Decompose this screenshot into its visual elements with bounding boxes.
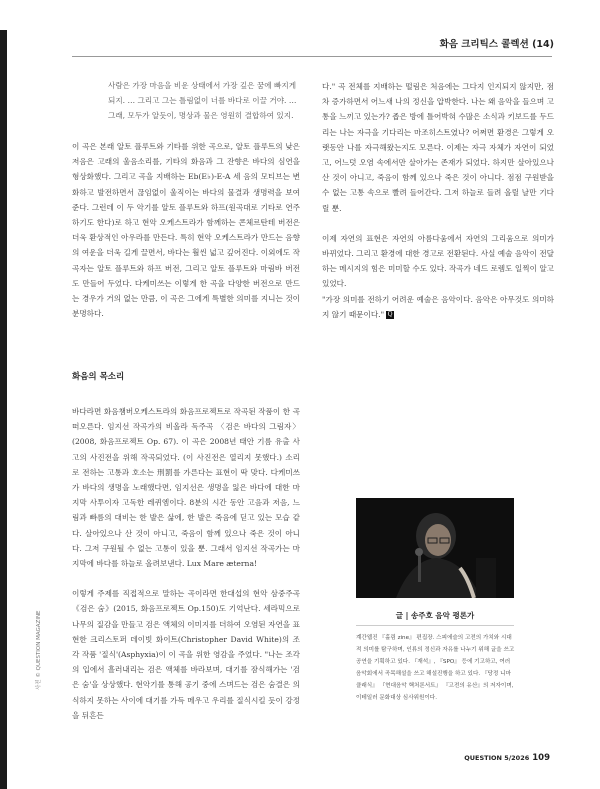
- body-paragraph: 이 곡은 본래 알토 플루트와 기타를 위한 곡으로, 알토 플루트의 낮은 저음은 고래의 울음소리를, 기타의 화음과 그 잔향은 바다의 심연을 형상화했다. 그리고 곡을 지배하는 Eb(E♭)-E-A 세 음의 모티브는 변화하고 발전하면서 끊임없이 울직이는 바다의 물결과 생명력을 보여준다. 그런데 이 두 악기를 알토 플루트와 하프(원곡대로 기타로 연주하기도 한다)로 하고 현악 오케스트라가 함께하는 콘체르탄테 버전은 더욱 환상적인 아우라를 만든다. 특히 현악 오케스트라가 만드는 음향의 여운을 더욱 길게 끌면서, 바다는 훨씬 넓고 깊어진다. 이외에도 작곡자는 알토 플루트와 하프 버전, 그리고 알토 플루트와 마림바 버전도 만들어 두었다. 다케미쓰는 이렇게 한 곡을 다양한 버전으로 만드는 경우가 거의 없는 만큼, 이 곡은 그에게 특별한 의미를 지니는 것이 분명하다.: [72, 142, 300, 319]
- epigraph-quote: 사람은 가장 마음을 비운 상태에서 가장 깊은 꿈에 빠지게 되지. … 그리고 그는 틀림없이 너를 바다로 이끌 거야. … 그래, 모두가 알듯이, 명상과 물은 영원히 결합하여 있지.: [108, 81, 297, 121]
- left-column-top: [72, 139, 300, 321]
- body-paragraph: 바다라면 화음챔버오케스트라의 화음프로젝트로 작곡된 작품이 한 곡 떠오른다. 임지선 작곡가의 비올라 독주곡 〈검은 바다의 그림자〉(2008, 화음프로젝트 Op. 67). 이 곡은 2008년 태안 기름 유출 사고의 사진전을 위해 작곡되었다. (이 사진전은 열리지 못했다.) 소리로 전하는 고통과 호소는 刑罰를 가른다는 표현이 딱 맞다. 다케미쓰가 바다의 생명을 노래했다면, 임지선은 생명을 잃은 바다에 대한 마지막 사투이자 고독한 레퀴엠이다. 8분의 시간 동안 고음과 저음, 느림과 빠름의 대비는 한 발은 삶에, 한 발은 죽음에 딛고 있는 모습 같다. 살아있으나 산 것이 아니고, 죽음이 함께 있으나 죽은 것이 아니다. 그저 구원될 수 없는 고통이 있을 뿐. 그래서 임지선 작곡가는 마지막에 바다를 하늘로 올려보낸다. Lux Mare æterna!: [72, 407, 300, 569]
- running-header: 화음 크리틱스 콜렉션 (14): [439, 39, 554, 50]
- author-credit: 글 | 송주호 음악 평론가: [395, 611, 475, 620]
- body-paragraph: 다." 곡 전체를 지배하는 떨림은 처음에는 그다지 인지되지 않지만, 점차 증가하면서 어느새 나의 정신을 압박한다. 나는 왜 음악을 들으며 고통을 느끼고 있는가? 좁은 방에 틀어박혀 수많은 소식과 키보드를 두드리는 나는 자극을 기다리는 마조히스트였나? 어쩌면 환경은 그렇게 오랫동안 나를 자극해왔는지도 모른다. 이제는 자극 자체가 자연이 되었고, 어느덧 오염 속에서만 살아가는 존재가 되었다. 하지만 살아있으나 산 것이 아니고, 죽음이 함께 있으나 죽은 것이 아니다. 점점 구원받을 수 없는 고통 속으로 빨려 들어간다. 그저 하늘로 들려 올릴 날만 기다릴 뿐.: [322, 82, 554, 213]
- author-bio: 계간웹진 『홀림 zine』 편집장. 스피에슬의 고전의 가치와 시대적 의미를 탐구하며, 인류의 정신과 자유를 나누기 위해 글을 쓰고 공연을 기획하고 있다. 『재석』, 『SPO』 등에 기고하고, 여러 음악회에서 곡목해설을 쓰고 해설진행을 하고 있다. 『당정 니마 클래식』 『현대음악 핵처론서트』 『고전의 유산』의 저자이며, 이테일러 문화대상 심사위원이다.: [356, 635, 515, 701]
- author-portrait-image: [356, 498, 514, 598]
- page-footer: [464, 753, 550, 763]
- page-spine-bar: [0, 30, 7, 789]
- right-column: [322, 79, 554, 322]
- author-photo: [356, 498, 514, 598]
- section-subheading: 화음의 목소리: [72, 372, 125, 382]
- left-column-bottom: [72, 404, 300, 723]
- header-divider: [72, 56, 552, 57]
- closing-quote: [322, 292, 554, 322]
- closing-quote-text: "가장 의미를 전하기 어려운 예술은 음악이다. 음악은 아무것도 의미하지 않기 때문이다.": [322, 294, 554, 319]
- body-paragraph: 이제 자연의 표현은 자연의 아름다움에서 자연의 그리움으로 의미가 바뀌었다. 그리고 환경에 대한 경고로 전환된다. 사실 예술 음악이 전달하는 메시지의 힘은 미미할 수도 있다. 작곡가 네드 로렘도 일찍이 알고 있었다.: [322, 233, 554, 289]
- end-mark-icon: Q: [387, 310, 393, 318]
- page-number: 109: [532, 753, 550, 763]
- credit-divider: [356, 625, 514, 626]
- body-paragraph: 이렇게 주제를 직접적으로 말하는 곡이라면 한대섭의 현악 삼중주곡 《검은 숨》(2015, 화음프로젝트 Op.150)도 기억난다. 세라믹으로 나무의 질감을 만들고 검은 액체의 이미지를 더하여 오염된 자연을 표현한 크리스토퍼 데이빗 화이트(Christopher David White)의 조각 작품 '질식'(Asphyxia)이 이 곡을 위한 영감을 주었다. "나는 조각의 입에서 흘러내리는 검은 액체를 바라보며, 대기를 잠식해가는 '검은 숨'을 상상했다. 현악기를 통해 공기 중에 스며드는 검은 숨결은 의식하지 못하는 사이에 대기를 가득 메우고 우리를 질식시킬 듯이 강정을 뒤흔든: [72, 589, 300, 720]
- magazine-issue: QUESTION 5/2026: [464, 754, 530, 762]
- photo-credit-vertical: 사진 © QUESTION MAGAZINE: [36, 610, 42, 690]
